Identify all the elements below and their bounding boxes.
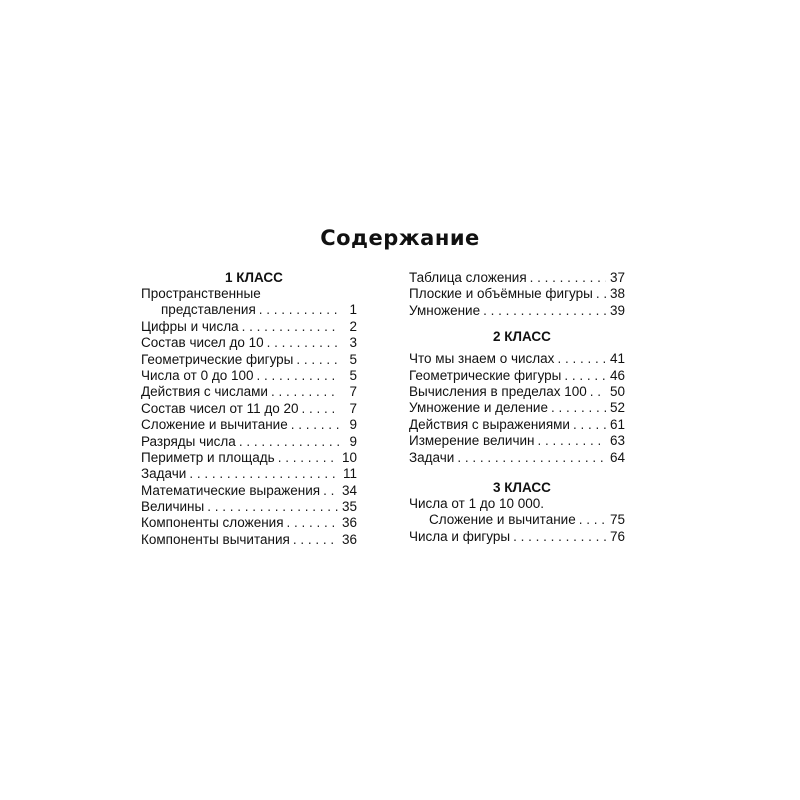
toc-entry-title: Числа от 1 до 10 000.: [409, 495, 545, 511]
dot-leader: [236, 434, 339, 450]
toc-entry: [141, 483, 357, 499]
toc-entry-title: Действия с выражениями: [409, 416, 570, 432]
toc-entry: [409, 368, 625, 384]
dot-leader: [454, 450, 606, 466]
toc-entry-title: Умножение и деление: [409, 400, 548, 416]
dot-leader: [254, 368, 340, 384]
toc-entry: [141, 401, 357, 417]
toc-entry: [409, 286, 625, 302]
toc-entry-title: Геометрические фигуры: [141, 351, 294, 367]
dot-leader: [204, 499, 338, 515]
dot-leader: [288, 417, 339, 433]
toc-entry-title: Числа и фигуры: [409, 528, 511, 544]
dot-leader: [299, 401, 339, 417]
toc-entry-page: 7: [349, 384, 357, 400]
section-heading-class-3: 3 КЛАСС: [493, 479, 551, 495]
toc-entry-page: 5: [349, 351, 357, 367]
toc-entry: [141, 417, 357, 433]
toc-column-left: [141, 270, 357, 548]
toc-entry-page: 39: [609, 302, 625, 318]
toc-entry-title: Периметр и площадь: [141, 449, 275, 465]
section-heading-class-1: 1 КЛАСС: [225, 270, 283, 285]
toc-entry: [409, 529, 625, 545]
dot-leader: [576, 512, 606, 528]
toc-entry-title: Измерение величин: [409, 433, 535, 449]
toc-entry: [409, 270, 625, 286]
toc-entry-title: Состав чисел от 11 до 20: [141, 400, 299, 416]
dot-leader: [293, 352, 339, 368]
toc-entry-page: 64: [609, 449, 625, 465]
dot-leader: [275, 450, 338, 466]
toc-entry: [141, 368, 357, 384]
toc-entry-page: 11: [342, 466, 357, 482]
toc-entry: [141, 434, 357, 450]
dot-leader: [554, 351, 606, 367]
toc-column-right: [409, 270, 625, 545]
dot-leader: [320, 483, 338, 499]
dot-leader: [510, 529, 606, 545]
dot-leader: [593, 286, 606, 302]
toc-entry: [409, 433, 625, 449]
dot-leader: [548, 400, 606, 416]
toc-entry-title: Вычисления в пределах 100: [409, 383, 587, 399]
toc-entry: [141, 384, 357, 400]
toc-entry-title: Математические выражения: [141, 482, 321, 498]
section-gap: [409, 319, 625, 329]
dot-leader: [256, 302, 339, 318]
toc-entry: [141, 532, 357, 548]
toc-entry: [409, 384, 625, 400]
toc-entry-title: Задачи: [409, 449, 455, 465]
toc-entry-title: Сложение и вычитание: [429, 512, 576, 528]
toc-entry-page: 9: [349, 433, 357, 449]
toc-entry-title: Числа от 0 до 100: [141, 367, 254, 383]
dot-leader: [570, 417, 606, 433]
toc-entry-title: Сложение и вычитание: [141, 417, 288, 433]
toc-entry-title: Геометрические фигуры: [409, 367, 562, 383]
toc-entry-page: 75: [609, 512, 625, 528]
dot-leader: [264, 335, 339, 351]
toc-entry: [141, 302, 357, 318]
dot-leader: [290, 532, 338, 548]
toc-entry-title: Пространственные: [141, 286, 261, 301]
toc-entry-page: 36: [341, 515, 357, 531]
toc-entry-title: Состав чисел до 10: [141, 335, 264, 351]
section-heading-class-2: 2 КЛАСС: [493, 329, 551, 345]
toc-entry-title: Действия с числами: [141, 384, 268, 400]
toc-entry-title: представления: [161, 302, 256, 318]
toc-entry: [409, 512, 625, 528]
toc-entry-page: 34: [341, 482, 357, 498]
toc-entry: [409, 400, 625, 416]
toc-entry-page: 5: [349, 367, 357, 383]
toc-entry: [409, 417, 625, 433]
toc-entry: [141, 499, 357, 515]
toc-entry-page: 46: [609, 367, 625, 383]
toc-entry: [141, 352, 357, 368]
dot-leader: [284, 515, 338, 531]
toc-entry-line1: [141, 286, 357, 302]
toc-entry-page: 63: [609, 433, 625, 449]
toc-entry-page: 9: [349, 417, 357, 433]
section-gap: [409, 466, 625, 480]
dot-leader: [527, 270, 606, 286]
toc-entry: [409, 351, 625, 367]
toc-entry-line1: [409, 496, 625, 512]
toc-entry-title: Умножение: [409, 302, 481, 318]
toc-entry-title: Разряды числа: [141, 433, 236, 449]
toc-entry-page: 41: [609, 351, 625, 367]
toc-entry-page: 7: [349, 400, 357, 416]
toc-entry-title: Компоненты сложения: [141, 515, 284, 531]
toc-entry-page: 38: [609, 286, 625, 302]
dot-leader: [268, 384, 339, 400]
toc-entry-page: 37: [609, 270, 625, 285]
toc-entry-page: 1: [349, 302, 357, 318]
toc-entry-page: 52: [609, 400, 625, 416]
toc-entry-title: Компоненты вычитания: [141, 531, 290, 547]
toc-entry: [141, 466, 357, 482]
toc-entry: [409, 450, 625, 466]
toc-entry-page: 36: [341, 531, 357, 547]
toc-entry-title: Таблица сложения: [409, 270, 527, 285]
toc-entry-page: 61: [609, 416, 625, 432]
toc-entry-title: Цифры и числа: [141, 318, 239, 334]
dot-leader: [534, 433, 605, 449]
toc-entry-title: Величины: [141, 499, 205, 515]
dot-leader: [587, 384, 606, 400]
dot-leader: [480, 303, 606, 319]
dot-leader: [186, 466, 339, 482]
toc-entry: [141, 319, 357, 335]
toc-entry-page: 50: [609, 383, 625, 399]
toc-entry-page: 35: [341, 499, 357, 515]
dot-leader: [561, 368, 606, 384]
toc-entry-page: 3: [349, 335, 357, 351]
toc-entry-title: Задачи: [141, 466, 187, 482]
toc-entry-page: 2: [349, 318, 357, 334]
toc-entry: [141, 450, 357, 466]
toc-entry: [141, 335, 357, 351]
page-title: Содержание: [320, 226, 480, 250]
toc-entry-title: Плоские и объёмные фигуры: [409, 286, 593, 302]
toc-entry-page: 10: [341, 449, 357, 465]
toc-entry: [409, 303, 625, 319]
toc-entry: [141, 515, 357, 531]
toc-entry-page: 76: [609, 528, 625, 544]
dot-leader: [239, 319, 339, 335]
toc-entry-title: Что мы знаем о числах: [409, 351, 555, 367]
